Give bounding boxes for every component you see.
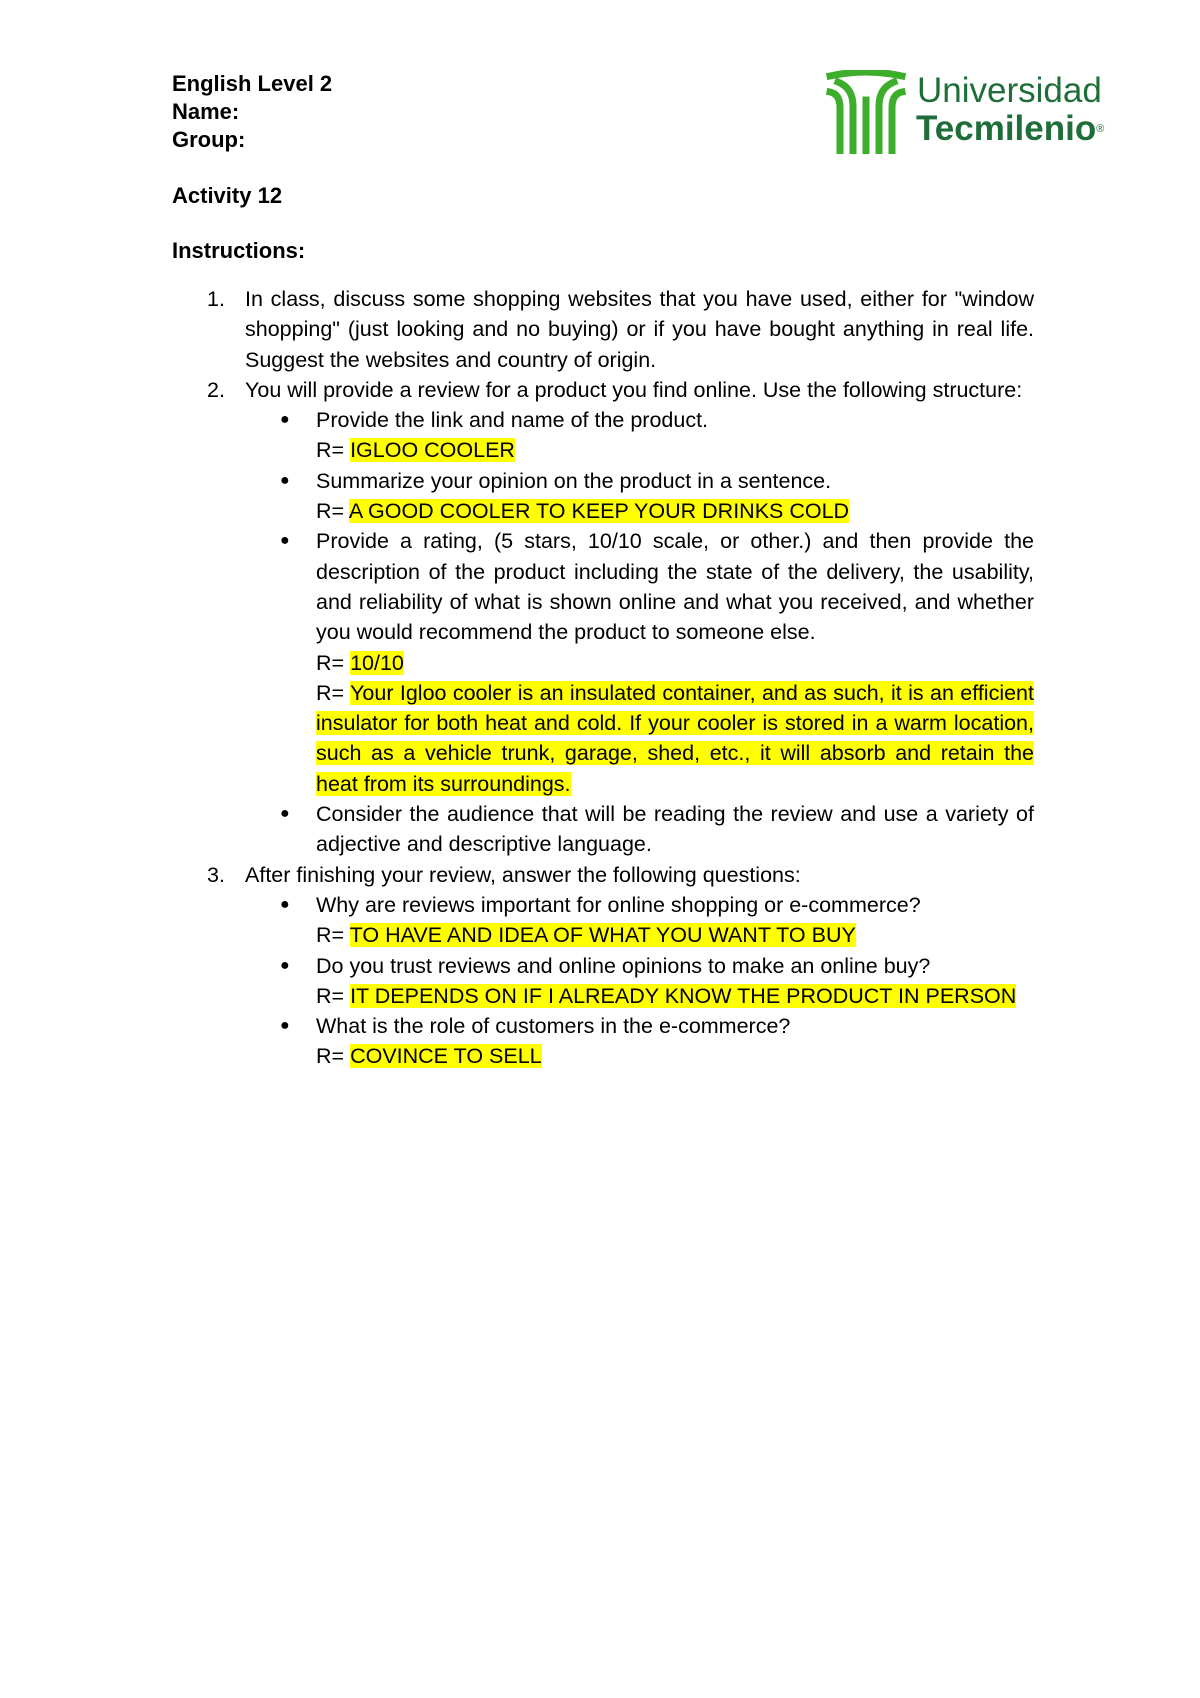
list-item-text: In class, discuss some shopping websites that you have used, either for "window shopping" (just looking and no buying) or if you have bought anything in real life. Suggest the websites and country of origin. (245, 287, 1034, 372)
bullet-icon: ● (280, 411, 290, 429)
list-item (172, 860, 1034, 890)
instructions-title: Instructions: (172, 238, 306, 263)
bullet-text: Consider the audience that will be reading the review and use a variety of adjective and descriptive language. (316, 802, 1034, 857)
list-item-text: After finishing your review, answer the following questions: (245, 862, 801, 887)
answer-highlight: IGLOO COOLER (350, 438, 515, 463)
bullet-item (172, 405, 1034, 466)
bullet-icon: ● (280, 1017, 290, 1035)
answer-highlight: A GOOD COOLER TO KEEP YOUR DRINKS COLD (348, 499, 850, 524)
answer-line (316, 920, 1034, 950)
list-number: 3. (207, 862, 225, 887)
answer-line (316, 496, 1034, 526)
answer-highlight: COVINCE TO SELL (350, 1044, 542, 1069)
logo-wordmark: Tecmilenio (916, 109, 1097, 148)
group-label: Group: (172, 127, 246, 152)
course-title: English Level 2 (172, 71, 333, 96)
answer-prefix: R= (316, 680, 351, 705)
activity-title: Activity 12 (172, 183, 283, 208)
bullet-item (172, 1011, 1034, 1072)
answer-highlight: Your Igloo cooler is an insulated container, and as such, it is an efficient insulator for both heat and cold. If your cooler is stored in a warm location, such as a vehicle trunk, garage, shed, etc., it will absorb and retain the heat from its surroundings. (316, 680, 1034, 796)
answer-highlight: 10/10 (350, 650, 404, 675)
list-item (172, 375, 1034, 405)
bullet-icon: ● (280, 895, 290, 913)
bullet-icon: ● (280, 956, 290, 974)
bullet-item (172, 466, 1034, 527)
answer-highlight: IT DEPENDS ON IF I ALREADY KNOW THE PRODUCT IN PERSON (350, 983, 1017, 1008)
bullet-text: What is the role of customers in the e-commerce? (316, 1014, 791, 1039)
logo-text-tecmilenio (916, 110, 1104, 148)
list-item (172, 284, 1034, 375)
logo-text-universidad: Universidad (917, 71, 1102, 110)
list-number: 2. (207, 377, 225, 402)
answer-highlight: TO HAVE AND IDEA OF WHAT YOU WANT TO BUY (349, 923, 856, 948)
list-item-text: You will provide a review for a product you find online. Use the following structure: (245, 377, 1023, 402)
bullet-item (172, 951, 1034, 1012)
answer-line (316, 1041, 1034, 1071)
document-header (172, 70, 332, 154)
answer-prefix: R= (316, 499, 349, 524)
answer-prefix: R= (316, 438, 351, 463)
university-logo (826, 70, 1116, 154)
bullet-text: Summarize your opinion on the product in a sentence. (316, 468, 832, 493)
bullet-item (172, 526, 1034, 799)
bullet-text: Provide a rating, (5 stars, 10/10 scale, or other.) and then provide the description of the product including the state of the delivery, the usability, and reliability of what is shown online and what you received, and whether you would recommend the product to someone else. (316, 529, 1034, 645)
list-number: 1. (207, 287, 225, 311)
bullet-item (172, 799, 1034, 860)
bullet-text: Why are reviews important for online shopping or e-commerce? (316, 892, 921, 917)
answer-line (316, 648, 1034, 678)
bullet-icon: ● (280, 532, 290, 550)
bullet-icon: ● (280, 805, 290, 823)
answer-line (316, 981, 1034, 1011)
name-label: Name: (172, 99, 240, 124)
answer-line (316, 678, 1034, 799)
bullet-text: Provide the link and name of the product. (316, 408, 709, 433)
answer-prefix: R= (316, 923, 350, 948)
bullet-item (172, 890, 1034, 951)
answer-prefix: R= (316, 650, 351, 675)
bullet-text: Do you trust reviews and online opinions to make an online buy? (316, 953, 931, 978)
answer-prefix: R= (316, 983, 351, 1008)
logo-mark-icon (826, 70, 906, 154)
bullet-icon: ● (280, 471, 290, 489)
registered-mark: ® (1096, 123, 1105, 135)
answer-prefix: R= (316, 1044, 351, 1069)
instructions-list (172, 284, 1034, 1072)
answer-line (316, 435, 1034, 465)
